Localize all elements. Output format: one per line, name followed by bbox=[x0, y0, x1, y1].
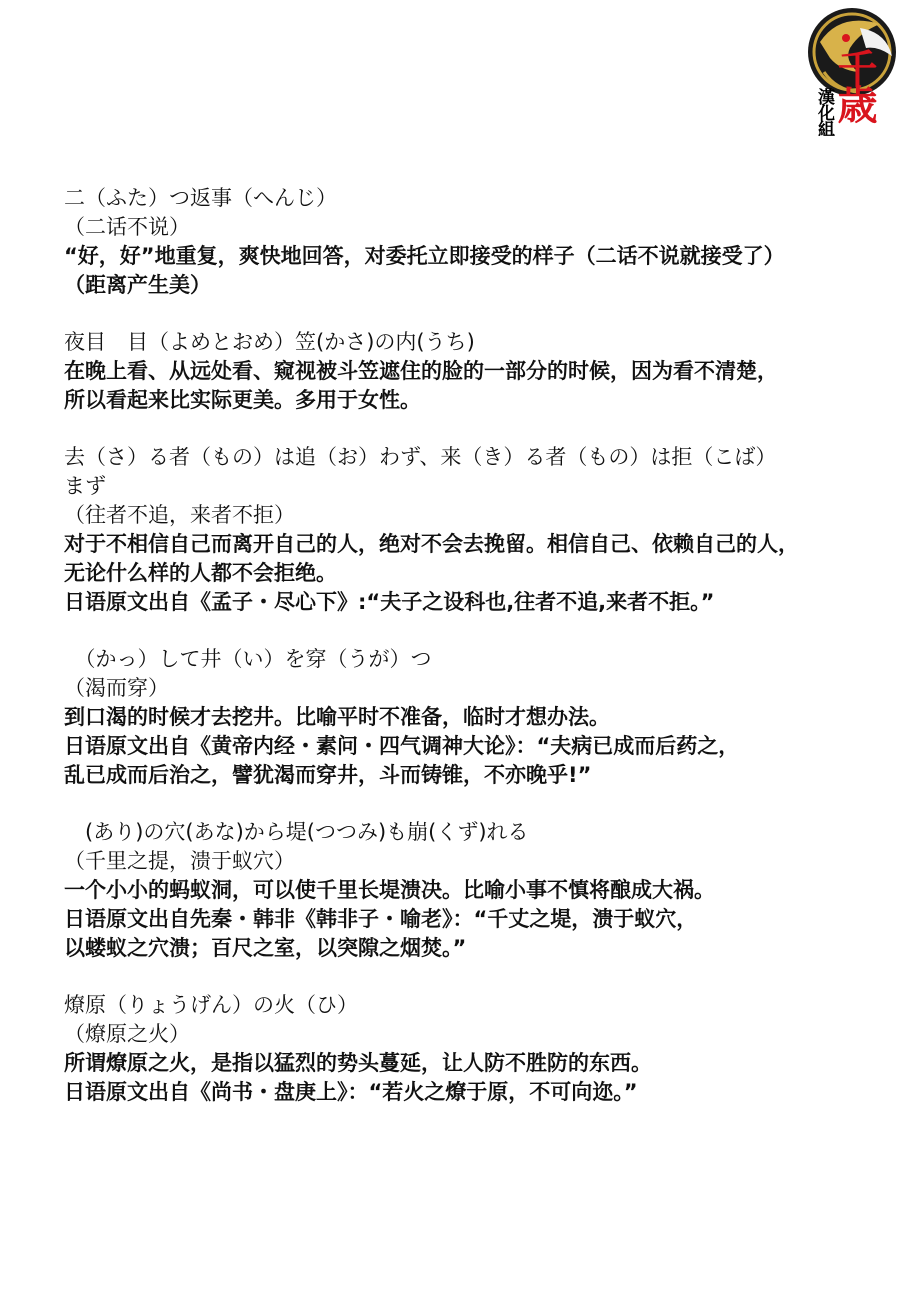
entry-reading: （二话不说） bbox=[64, 215, 190, 239]
entry-description-line: （距离产生美） bbox=[64, 273, 211, 297]
idiom-entry bbox=[64, 328, 900, 415]
entry-heading: （かっ）して井（い）を穿（うが）つ bbox=[64, 647, 432, 671]
entry-heading: (あり)の穴(あな)から堤(つつみ)も崩(くず)れる bbox=[64, 820, 529, 844]
entry-description-line: 一个小小的蚂蚁洞，可以使千里长堤溃决。比喻小事不慎将酿成大祸。 bbox=[64, 878, 715, 902]
logo-main-text: 千歳 bbox=[831, 48, 878, 120]
entry-reading: （燎原之火） bbox=[64, 1022, 190, 1046]
idiom-entry bbox=[64, 645, 900, 790]
entry-reading: （千里之提，溃于蚁穴） bbox=[64, 849, 295, 873]
group-logo bbox=[800, 2, 908, 152]
entry-description-line: 日语原文出自《黄帝内经・素问・四气调神大论》：“夫病已成而后药之， bbox=[64, 734, 740, 758]
entry-description-line: 到口渴的时候才去挖井。比喻平时不准备，临时才想办法。 bbox=[64, 705, 610, 729]
entry-description-line: 在晚上看、从远处看、窥视被斗笠遮住的脸的一部分的时候，因为看不清楚， bbox=[64, 359, 778, 383]
entry-reading: （往者不追，来者不拒） bbox=[64, 503, 295, 527]
idiom-entry bbox=[64, 184, 900, 300]
logo-sub-text: 漢化組 bbox=[814, 88, 834, 136]
entry-description-line: 所谓燎原之火，是指以猛烈的势头蔓延，让人防不胜防的东西。 bbox=[64, 1051, 652, 1075]
idiom-entry bbox=[64, 818, 900, 963]
entry-description-line: 日语原文出自《尚书・盘庚上》：“若火之燎于原，不可向迩。” bbox=[64, 1080, 638, 1104]
idiom-entry bbox=[64, 443, 900, 617]
entry-description-line: 无论什么样的人都不会拒绝。 bbox=[64, 561, 337, 585]
entry-heading: 去（さ）る者（もの）は追（お）わず、来（き）る者（もの）は拒（こば） bbox=[64, 445, 777, 469]
entry-description-line: 所以看起来比实际更美。多用于女性。 bbox=[64, 388, 421, 412]
entry-reading: （渴而穿） bbox=[64, 676, 169, 700]
entry-description-line: 对于不相信自己而离开自己的人，绝对不会去挽留。相信自己、依赖自己的人， bbox=[64, 532, 799, 556]
entry-heading: 燎原（りょうげん）の火（ひ） bbox=[64, 993, 358, 1017]
entry-description-line: 以蝼蚁之穴溃；百尺之室，以突隙之烟焚。” bbox=[64, 936, 467, 960]
idiom-list bbox=[64, 184, 900, 1135]
entry-description-line: 乱已成而后治之，譬犹渴而穿井，斗而铸锥，不亦晚乎!” bbox=[64, 763, 592, 787]
entry-heading: 夜目 目（よめとおめ）笠(かさ)の内(うち) bbox=[64, 330, 475, 354]
entry-heading: 二（ふた）つ返事（へんじ） bbox=[64, 186, 337, 210]
entry-heading-continued: まず bbox=[64, 474, 106, 498]
entry-description-line: 日语原文出自先秦・韩非《韩非子・喻老》：“千丈之堤，溃于蚁穴， bbox=[64, 907, 698, 931]
entry-description-line: “好，好”地重复，爽快地回答，对委托立即接受的样子（二话不说就接受了） bbox=[64, 244, 785, 268]
idiom-entry bbox=[64, 991, 900, 1107]
entry-description-line: 日语原文出自《孟子・尽心下》:“夫子之设科也,往者不追,来者不拒。” bbox=[64, 590, 715, 614]
